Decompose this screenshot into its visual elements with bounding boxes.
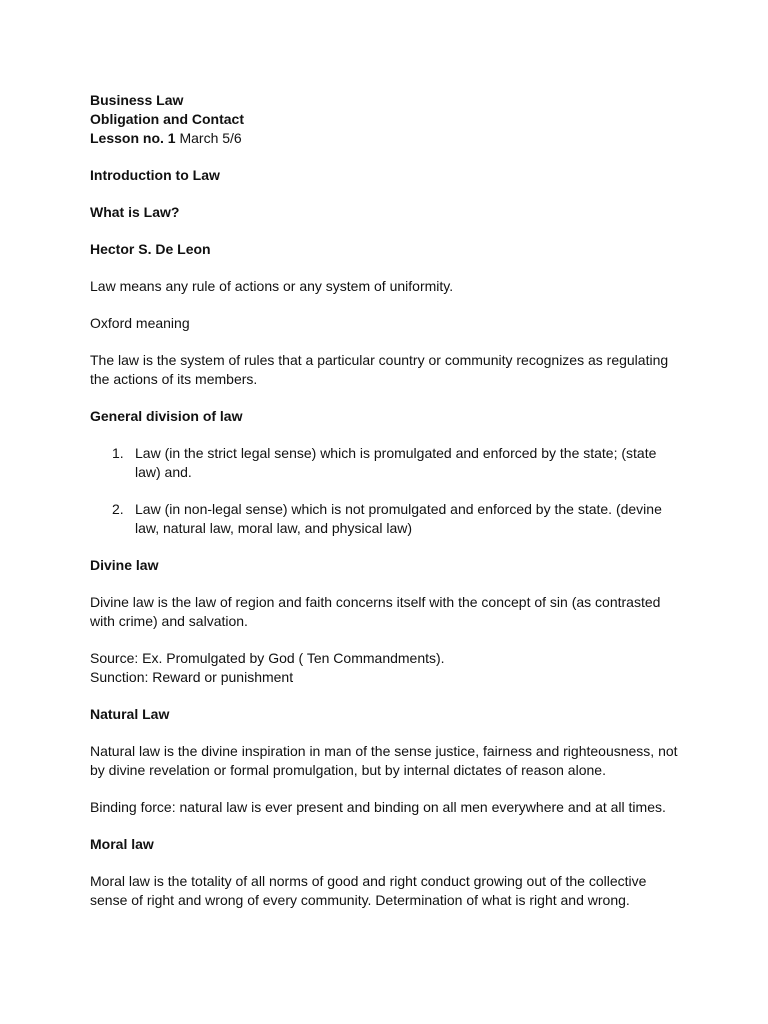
list-item bbox=[90, 500, 678, 538]
list-item-text: Law (in non-legal sense) which is not promulgated and enforced by the state. (devine law, natural law, moral law, and physical law) bbox=[135, 501, 662, 536]
course-title: Business Law bbox=[90, 92, 184, 108]
general-division-heading: General division of law bbox=[90, 408, 243, 424]
author-definition: Law means any rule of actions or any system of uniformity. bbox=[90, 278, 454, 294]
moral-law-definition: Moral law is the totality of all norms of good and right conduct growing out of the collective sense of right and wrong of every community. Determination of what is right and wrong. bbox=[90, 873, 647, 908]
subject-title: Obligation and Contact bbox=[90, 111, 244, 127]
natural-law-heading: Natural Law bbox=[90, 706, 170, 722]
oxford-definition: The law is the system of rules that a particular country or community recognizes as regulating the actions of its members. bbox=[90, 352, 669, 387]
divine-law-definition: Divine law is the law of region and faith concerns itself with the concept of sin (as contrasted with crime) and salvation. bbox=[90, 594, 661, 629]
divine-law-source: Source: Ex. Promulgated by God ( Ten Commandments). bbox=[90, 650, 445, 666]
intro-heading: Introduction to Law bbox=[90, 167, 220, 183]
what-is-law-heading: What is Law? bbox=[90, 204, 180, 220]
divine-law-heading: Divine law bbox=[90, 557, 159, 573]
list-item-number: 2. bbox=[112, 501, 124, 517]
moral-law-heading: Moral law bbox=[90, 836, 154, 852]
lesson-label: Lesson no. 1 bbox=[90, 130, 176, 146]
author-heading: Hector S. De Leon bbox=[90, 241, 211, 257]
divine-law-sanction: Sunction: Reward or punishment bbox=[90, 669, 294, 685]
list-item-number: 1. bbox=[112, 445, 124, 461]
lesson-line bbox=[90, 129, 678, 148]
list-item bbox=[90, 444, 678, 482]
oxford-label: Oxford meaning bbox=[90, 315, 190, 331]
division-list bbox=[90, 444, 678, 538]
natural-law-binding: Binding force: natural law is ever present and binding on all men everywhere and at all times. bbox=[90, 799, 666, 815]
lesson-date: March 5/6 bbox=[175, 130, 242, 146]
natural-law-definition: Natural law is the divine inspiration in man of the sense justice, fairness and righteousness, not by divine revelation or formal promulgation, but by internal dictates of reason alone. bbox=[90, 743, 678, 778]
list-item-text: Law (in the strict legal sense) which is promulgated and enforced by the state; (state law) and. bbox=[135, 445, 657, 480]
